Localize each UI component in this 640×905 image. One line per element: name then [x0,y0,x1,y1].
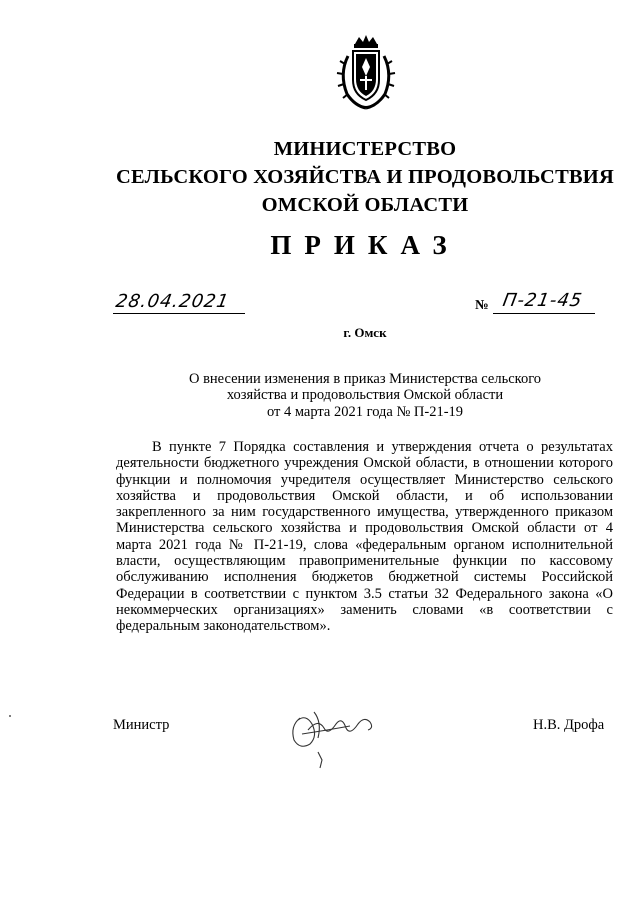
order-body [116,439,613,635]
body-paragraph: В пункте 7 Порядка составления и утверждения отчета о результатах деятельности бюджетного учреждения Омской области, в отношении которого функции и полномочия учредителя осуществляет Министерство сельского хозяйства и продовольствия Омской области, и об использовании закрепленного за ним государственного имущества, утвержденного приказом Министерства сельского хозяйства и продовольствия Омской области от 4 марта 2021 года № П-21-19, слова «федеральным органом исполнительной власти, осуществляющим правоприменительные функции по кассовому обслуживанию исполнения бюджетов бюджетной системы Российской Федерации в соответствии с пунктом 3.5 статьи 32 Федерального закона «О некоммерческих организациях» заменить словами «в соответствии с федеральным законодательством». [116,439,613,635]
handwritten-signature [278,700,388,770]
order-subject [90,371,640,420]
ministry-header [90,135,640,219]
city-label: г. Омск [343,325,387,340]
coat-of-arms-emblem [333,34,399,112]
header-line-2: СЕЛЬСКОГО ХОЗЯЙСТВА И ПРОДОВОЛЬСТВИЯ [116,166,614,188]
number-label: № [475,297,489,312]
header-line-3: ОМСКОЙ ОБЛАСТИ [261,194,469,216]
scan-speck [9,715,11,717]
date-underline [113,313,245,314]
header-line-1: МИНИСТЕРСТВО [273,138,457,160]
handwritten-number: П-21-45 [501,290,585,311]
subject-line-3: от 4 марта 2021 года № П-21-19 [266,403,464,420]
signatory-title: Министр [113,717,170,733]
handwritten-date: 28.04.2021 [114,291,231,312]
document-type-title: ПРИКАЗ [270,230,460,260]
signatory-name: Н.В. Дрофа [533,717,605,733]
subject-line-1: О внесении изменения в приказ Министерства сельского [188,371,542,387]
subject-line-2: хозяйства и продовольствия Омской области [226,387,504,404]
number-underline [493,313,595,314]
